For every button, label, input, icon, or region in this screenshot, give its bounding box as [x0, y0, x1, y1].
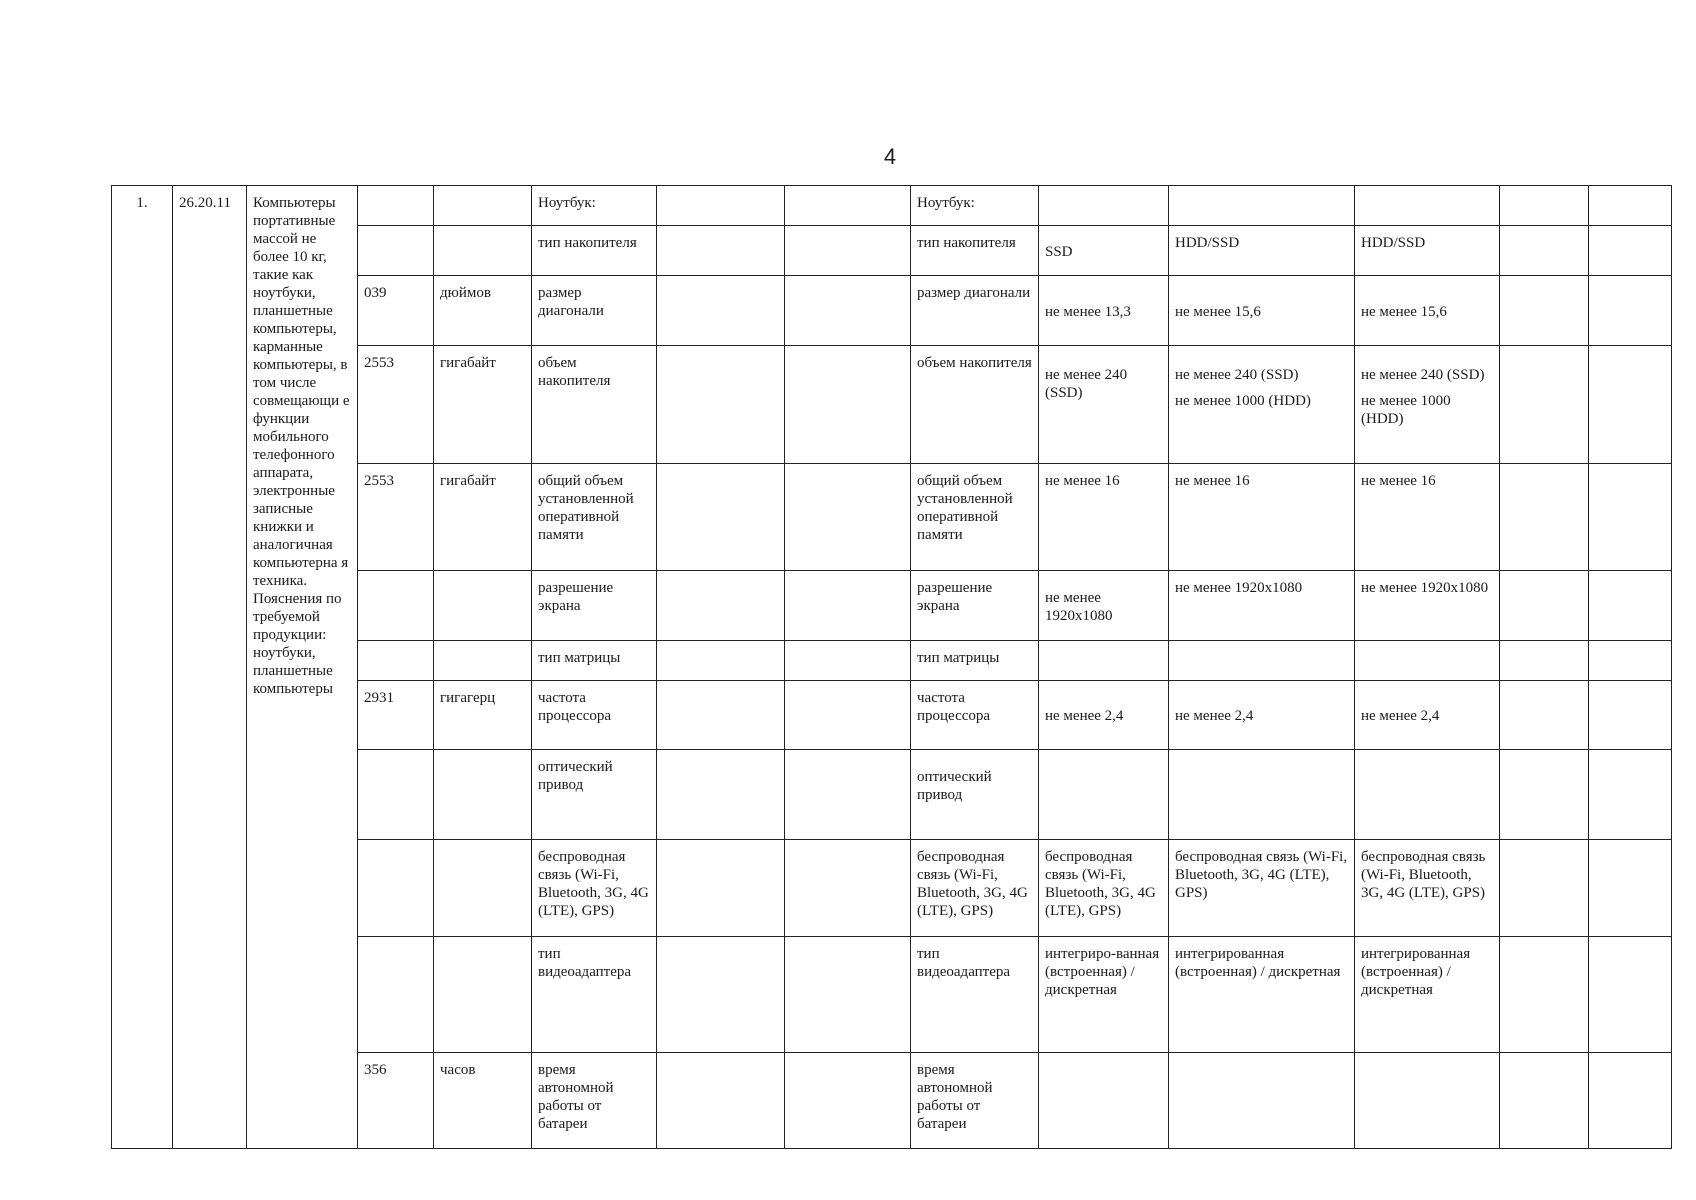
empty-cell [657, 937, 785, 1053]
okei-code-cell [358, 840, 434, 937]
value-cell: не менее 2,4 [1039, 681, 1169, 750]
table-row [112, 186, 1672, 226]
characteristic-name-cell: оптический привод [532, 750, 657, 840]
okei-code-cell: 039 [358, 276, 434, 346]
value-cell [1169, 750, 1355, 840]
empty-cell [785, 937, 911, 1053]
unit-cell [434, 840, 532, 937]
characteristic-name-cell: тип матрицы [532, 641, 657, 681]
value-cell [1039, 750, 1169, 840]
empty-cell [1589, 464, 1672, 571]
empty-cell [657, 840, 785, 937]
empty-cell [1500, 226, 1589, 276]
value-cell [1169, 346, 1355, 464]
empty-cell [1500, 186, 1589, 226]
characteristic-name-cell: размер диагонали [532, 276, 657, 346]
characteristic-name-cell: оптический привод [911, 750, 1039, 840]
empty-cell [1500, 937, 1589, 1053]
characteristic-name-cell: тип видеоадаптера [911, 937, 1039, 1053]
empty-cell [785, 681, 911, 750]
value-cell [1355, 186, 1500, 226]
empty-cell [1500, 276, 1589, 346]
empty-cell [1500, 681, 1589, 750]
empty-cell [657, 681, 785, 750]
empty-cell [785, 641, 911, 681]
value-line: не менее 240 (SSD) [1361, 367, 1485, 383]
value-cell: беспроводная связь (Wi-Fi, Bluetooth, 3G, 4G (LTE), GPS) [1169, 840, 1355, 937]
characteristic-name-cell: частота процессора [532, 681, 657, 750]
empty-cell [1589, 346, 1672, 464]
value-cell: не менее 1920x1080 [1169, 571, 1355, 641]
value-cell: SSD [1039, 226, 1169, 276]
okei-code-cell [358, 186, 434, 226]
characteristic-name-cell: общий объем установленной оперативной памяти [911, 464, 1039, 571]
empty-cell [785, 464, 911, 571]
unit-cell: дюймов [434, 276, 532, 346]
empty-cell [785, 750, 911, 840]
okei-code-cell [358, 937, 434, 1053]
okei-code-cell: 2553 [358, 346, 434, 464]
characteristic-name-cell: частота процессора [911, 681, 1039, 750]
empty-cell [1589, 1053, 1672, 1149]
value-cell: интегриро-ванная (встроенная) / дискретная [1039, 937, 1169, 1053]
empty-cell [785, 346, 911, 464]
characteristic-name-cell: тип накопителя [911, 226, 1039, 276]
value-cell [1169, 1053, 1355, 1149]
unit-cell [434, 937, 532, 1053]
unit-cell: гигагерц [434, 681, 532, 750]
okei-code-cell [358, 641, 434, 681]
okei-code-cell: 2553 [358, 464, 434, 571]
value-cell: не менее 15,6 [1169, 276, 1355, 346]
empty-cell [1500, 641, 1589, 681]
requirements-table [111, 185, 1672, 1149]
empty-cell [657, 346, 785, 464]
value-cell: не менее 240 (SSD) [1039, 346, 1169, 464]
unit-cell [434, 641, 532, 681]
value-cell: не менее 16 [1039, 464, 1169, 571]
empty-cell [785, 1053, 911, 1149]
characteristic-name-cell: беспроводная связь (Wi-Fi, Bluetooth, 3G, 4G (LTE), GPS) [911, 840, 1039, 937]
empty-cell [1589, 641, 1672, 681]
value-cell: не менее 16 [1169, 464, 1355, 571]
unit-cell [434, 186, 532, 226]
empty-cell [785, 276, 911, 346]
value-cell [1355, 750, 1500, 840]
value-cell: не менее 13,3 [1039, 276, 1169, 346]
characteristic-name-cell: тип видеоадаптера [532, 937, 657, 1053]
empty-cell [657, 226, 785, 276]
characteristic-name-cell: объем накопителя [532, 346, 657, 464]
value-line: не менее 1000 (HDD) [1361, 393, 1451, 427]
unit-cell [434, 226, 532, 276]
empty-cell [1500, 750, 1589, 840]
empty-cell [1589, 840, 1672, 937]
empty-cell [785, 226, 911, 276]
characteristic-name-cell: время автономной работы от батареи [532, 1053, 657, 1149]
empty-cell [1589, 681, 1672, 750]
empty-cell [657, 641, 785, 681]
row-index-cell: 1. [112, 186, 173, 1149]
okei-code-cell [358, 750, 434, 840]
value-cell: интегрированная (встроенная) / дискретная [1355, 937, 1500, 1053]
value-cell: не менее 1920x1080 [1039, 571, 1169, 641]
okpd2-code-cell: 26.20.11 [173, 186, 247, 1149]
characteristic-name-cell: объем накопителя [911, 346, 1039, 464]
value-cell [1169, 641, 1355, 681]
empty-cell [785, 840, 911, 937]
value-cell [1039, 1053, 1169, 1149]
characteristic-name-cell: общий объем установленной оперативной памяти [532, 464, 657, 571]
empty-cell [657, 276, 785, 346]
empty-cell [657, 464, 785, 571]
empty-cell [1589, 186, 1672, 226]
unit-cell: гигабайт [434, 464, 532, 571]
characteristic-name-cell: беспроводная связь (Wi-Fi, Bluetooth, 3G, 4G (LTE), GPS) [532, 840, 657, 937]
characteristic-name-cell: Ноутбук: [532, 186, 657, 226]
value-cell: не менее 1920x1080 [1355, 571, 1500, 641]
value-cell [1039, 186, 1169, 226]
characteristic-name-cell: размер диагонали [911, 276, 1039, 346]
value-cell: не менее 16 [1355, 464, 1500, 571]
unit-cell: гигабайт [434, 346, 532, 464]
empty-cell [657, 1053, 785, 1149]
value-cell: не менее 2,4 [1169, 681, 1355, 750]
empty-cell [1589, 226, 1672, 276]
value-cell: беспроводная связь (Wi-Fi, Bluetooth, 3G, 4G (LTE), GPS) [1355, 840, 1500, 937]
value-cell: HDD/SSD [1169, 226, 1355, 276]
value-cell: не менее 2,4 [1355, 681, 1500, 750]
value-cell: беспроводная связь (Wi-Fi, Bluetooth, 3G, 4G (LTE), GPS) [1039, 840, 1169, 937]
value-cell: интегрированная (встроенная) / дискретная [1169, 937, 1355, 1053]
empty-cell [785, 571, 911, 641]
unit-cell [434, 750, 532, 840]
characteristic-name-cell: Ноутбук: [911, 186, 1039, 226]
empty-cell [1500, 1053, 1589, 1149]
value-line: не менее 240 (SSD) [1175, 367, 1299, 383]
okei-code-cell: 2931 [358, 681, 434, 750]
characteristic-name-cell: разрешение экрана [532, 571, 657, 641]
characteristic-name-cell: время автономной работы от батареи [911, 1053, 1039, 1149]
okei-code-cell [358, 226, 434, 276]
empty-cell [1589, 571, 1672, 641]
characteristic-name-cell: тип накопителя [532, 226, 657, 276]
empty-cell [1589, 750, 1672, 840]
empty-cell [1589, 937, 1672, 1053]
empty-cell [785, 186, 911, 226]
value-cell [1039, 641, 1169, 681]
characteristic-name-cell: разрешение экрана [911, 571, 1039, 641]
product-description-cell: Компьютеры портативные массой не более 10 кг, такие как ноутбуки, планшетные компьютеры, карманные компьютеры, в том числе совмещающи е функции мобильного телефонного аппарата, электронные записные книжки и аналогичная компьютерна я техника. Пояснения по требуемой продукции: ноутбуки, планшетные компьютеры [247, 186, 358, 1149]
value-cell [1355, 1053, 1500, 1149]
empty-cell [1500, 571, 1589, 641]
value-cell: не менее 15,6 [1355, 276, 1500, 346]
empty-cell [1500, 840, 1589, 937]
unit-cell [434, 571, 532, 641]
okei-code-cell: 356 [358, 1053, 434, 1149]
empty-cell [1500, 346, 1589, 464]
value-cell [1355, 346, 1500, 464]
empty-cell [657, 186, 785, 226]
unit-cell: часов [434, 1053, 532, 1149]
empty-cell [1589, 276, 1672, 346]
empty-cell [1500, 464, 1589, 571]
empty-cell [657, 571, 785, 641]
page-number: 4 [883, 144, 897, 169]
value-line: не менее 1000 (HDD) [1175, 393, 1311, 409]
empty-cell [657, 750, 785, 840]
characteristic-name-cell: тип матрицы [911, 641, 1039, 681]
okei-code-cell [358, 571, 434, 641]
value-cell [1355, 641, 1500, 681]
value-cell: HDD/SSD [1355, 226, 1500, 276]
value-cell [1169, 186, 1355, 226]
